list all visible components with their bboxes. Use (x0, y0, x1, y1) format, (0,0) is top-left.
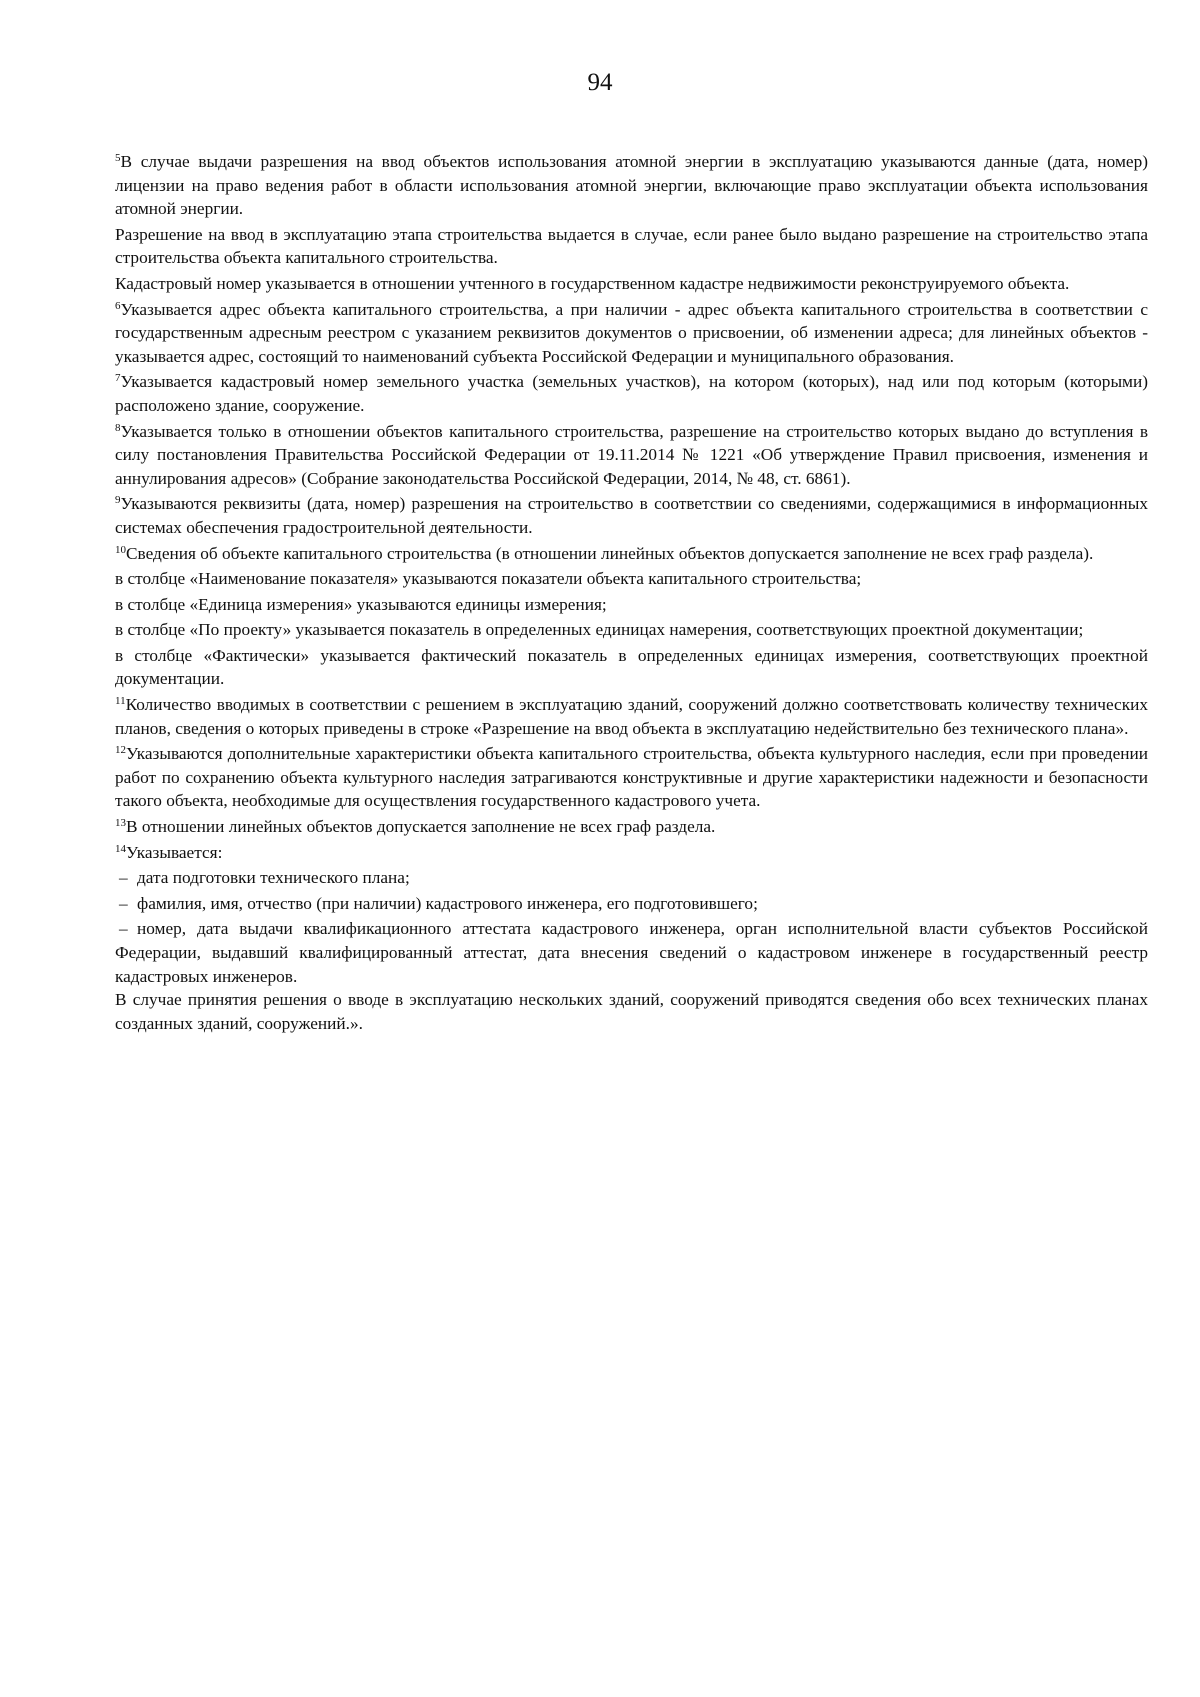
list-item (115, 917, 1148, 988)
footnote-marker: 14 (115, 842, 126, 855)
footnote-14 (115, 841, 1148, 865)
footnote-text: Указываются реквизиты (дата, номер) разрешения на строительство в соответствии со сведениями, содержащимися в информационных системах обеспечения градостроительной деятельности. (115, 494, 1148, 537)
footnote-13 (115, 815, 1148, 839)
paragraph-column-name (115, 567, 1148, 591)
dash-bullet: – (119, 919, 128, 939)
footnote-marker: 6 (115, 299, 121, 312)
paragraph-column-project (115, 618, 1148, 642)
footnote-6 (115, 298, 1148, 369)
list-item-text: дата подготовки технического плана; (137, 868, 410, 888)
footnote-marker: 10 (115, 543, 126, 556)
footnote-marker: 12 (115, 744, 126, 757)
paragraph-text: Разрешение на ввод в эксплуатацию этапа строительства выдается в случае, если ранее было выдано разрешение на строительство этапа строительства объекта капитального строительства. (115, 224, 1148, 268)
paragraph-cadastral-number (115, 272, 1148, 296)
dash-bullet: – (119, 868, 128, 888)
paragraph-text: в столбце «Единица измерения» указываются единицы измерения; (115, 594, 607, 614)
footnote-marker: 13 (115, 817, 126, 830)
footnote-text: В случае выдачи разрешения на ввод объектов использования атомной энергии в эксплуатацию указываются данные (дата, номер) лицензии на право ведения работ в области использования атомной энергии, включающие право эксплуатации объекта использования атомной энергии. (115, 152, 1148, 219)
footnote-text: В отношении линейных объектов допускается заполнение не всех граф раздела. (126, 817, 716, 837)
footnote-text: Указывается кадастровый номер земельного участка (земельных участков), на котором (которых), над или под которым (которыми) расположено здание, сооружение. (115, 372, 1148, 415)
footnote-text: Указывается адрес объекта капитального строительства, а при наличии - адрес объекта капитального строительства в соответствии с государственным адресным реестром с указанием реквизитов документов о присвоении, об изменении адреса; для линейных объектов - указывается адрес, состоящий то наименований субъекта Российской Федерации и муниципального образования. (115, 299, 1148, 366)
footnote-text: Указывается: (126, 842, 223, 862)
document-body (115, 150, 1148, 1035)
paragraph-closing (115, 988, 1148, 1035)
paragraph-text: в столбце «Фактически» указывается фактический показатель в определенных единицах измерения, соответствующих проектной документации. (115, 645, 1148, 689)
footnote-text: Указываются дополнительные характеристики объекта капитального строительства, объекта культурного наследия, если при проведении работ по сохранению объекта культурного наследия затрагиваются конструктивные и другие характеристики надежности и безопасности такого объекта, необходимые для осуществления государственного кадастрового учета. (115, 744, 1148, 811)
footnote-marker: 5 (115, 152, 121, 164)
footnote-marker: 8 (115, 421, 121, 434)
paragraph-text: в столбце «Наименование показателя» указываются показатели объекта капитального строительства; (115, 569, 862, 589)
paragraph-text: в столбце «По проекту» указывается показатель в определенных единицах намерения, соответствующих проектной документации; (115, 620, 1084, 640)
list-item (115, 892, 1148, 916)
paragraph-stage-permit (115, 223, 1148, 270)
page-number: 94 (587, 69, 613, 96)
footnote-text: Количество вводимых в соответствии с решением в эксплуатацию зданий, сооружений должно соответствовать количеству технических планов, сведения о которых приведены в строке «Разрешение на ввод объекта в эксплуатацию недействительно без технического плана». (115, 695, 1148, 738)
footnote-marker: 9 (115, 494, 121, 507)
footnote-marker: 11 (115, 695, 126, 708)
paragraph-text: Кадастровый номер указывается в отношении учтенного в государственном кадастре недвижимости реконструируемого объекта. (115, 273, 1070, 293)
footnote-12 (115, 742, 1148, 813)
list-item (115, 866, 1148, 890)
list-item-text: номер, дата выдачи квалификационного аттестата кадастрового инженера, орган исполнительной власти субъектов Российской Федерации, выдавший квалифицированный аттестат, дата внесения сведений о кадастровом инженере в государственный реестр кадастровых инженеров. (115, 919, 1148, 986)
footnote-11 (115, 693, 1148, 740)
footnote-9 (115, 492, 1148, 539)
footnote-5 (115, 150, 1148, 221)
paragraph-text: В случае принятия решения о вводе в эксплуатацию нескольких зданий, сооружений приводятся сведения обо всех технических планах созданных зданий, сооружений.». (115, 990, 1148, 1033)
paragraph-column-actual (115, 644, 1148, 691)
footnote-text: Указывается только в отношении объектов капитального строительства, разрешение на строительство которых выдано до вступления в силу постановления Правительства Российской Федерации от 19.11.2014 № 1221 «Об утверждение Правил присвоения, изменения и аннулирования адресов» (Собрание законодательства Российской Федерации, 2014, № 48, ст. 6861). (115, 421, 1148, 488)
paragraph-column-unit (115, 593, 1148, 617)
footnote-marker: 7 (115, 372, 121, 385)
dash-bullet: – (119, 893, 128, 913)
list-item-text: фамилия, имя, отчество (при наличии) кадастрового инженера, его подготовившего; (137, 893, 758, 913)
footnote-8 (115, 420, 1148, 491)
footnote-text: Сведения об объекте капитального строительства (в отношении линейных объектов допускается заполнение не всех граф раздела). (126, 543, 1094, 563)
footnote-7 (115, 370, 1148, 417)
footnote-10 (115, 542, 1148, 566)
